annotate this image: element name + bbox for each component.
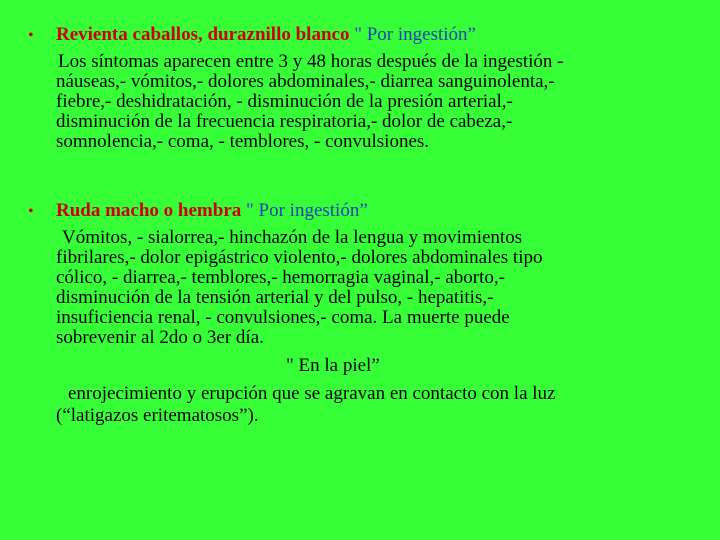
skin-route-label: " En la piel” (286, 355, 380, 376)
item-heading (56, 200, 368, 222)
bullet-icon: • (28, 27, 34, 44)
text-line: náuseas,- vómitos,- dolores abdominales,- diarrea sanguinolenta,- (56, 71, 555, 92)
text-line: disminución de la tensión arterial y del pulso, - hepatitis,- (56, 287, 494, 308)
text-line: enrojecimiento y erupción que se agravan en contacto con la luz (68, 383, 556, 404)
route-label: " Por ingestión” (349, 24, 476, 45)
text-line: Los síntomas aparecen entre 3 y 48 horas después de la ingestión - (58, 51, 564, 72)
text-line: cólico, - diarrea,- temblores,- hemorragia vaginal,- aborto,- (56, 267, 505, 288)
text-line: sobrevenir al 2do o 3er día. (56, 327, 264, 348)
plant-name: Revienta caballos, duraznillo blanco (56, 24, 350, 45)
text-line: fiebre,- deshidratación, - disminución de la presión arterial,- (56, 91, 513, 112)
route-label: " Por ingestión” (241, 200, 368, 221)
text-line: fibrilares,- dolor epigástrico violento,- dolores abdominales tipo (56, 247, 543, 268)
bullet-icon: • (28, 203, 34, 220)
text-line: (“latigazos eritematosos”). (56, 405, 259, 426)
plant-name: Ruda macho o hembra (56, 200, 242, 221)
text-line: Vómitos, - sialorrea,- hinchazón de la lengua y movimientos (62, 227, 523, 248)
text-line: somnolencia,- coma, - temblores, - convulsiones. (56, 131, 430, 152)
item-heading (56, 24, 476, 46)
text-line: disminución de la frecuencia respiratoria,- dolor de cabeza,- (56, 111, 513, 132)
text-line: insuficiencia renal, - convulsiones,- coma. La muerte puede (56, 307, 510, 328)
